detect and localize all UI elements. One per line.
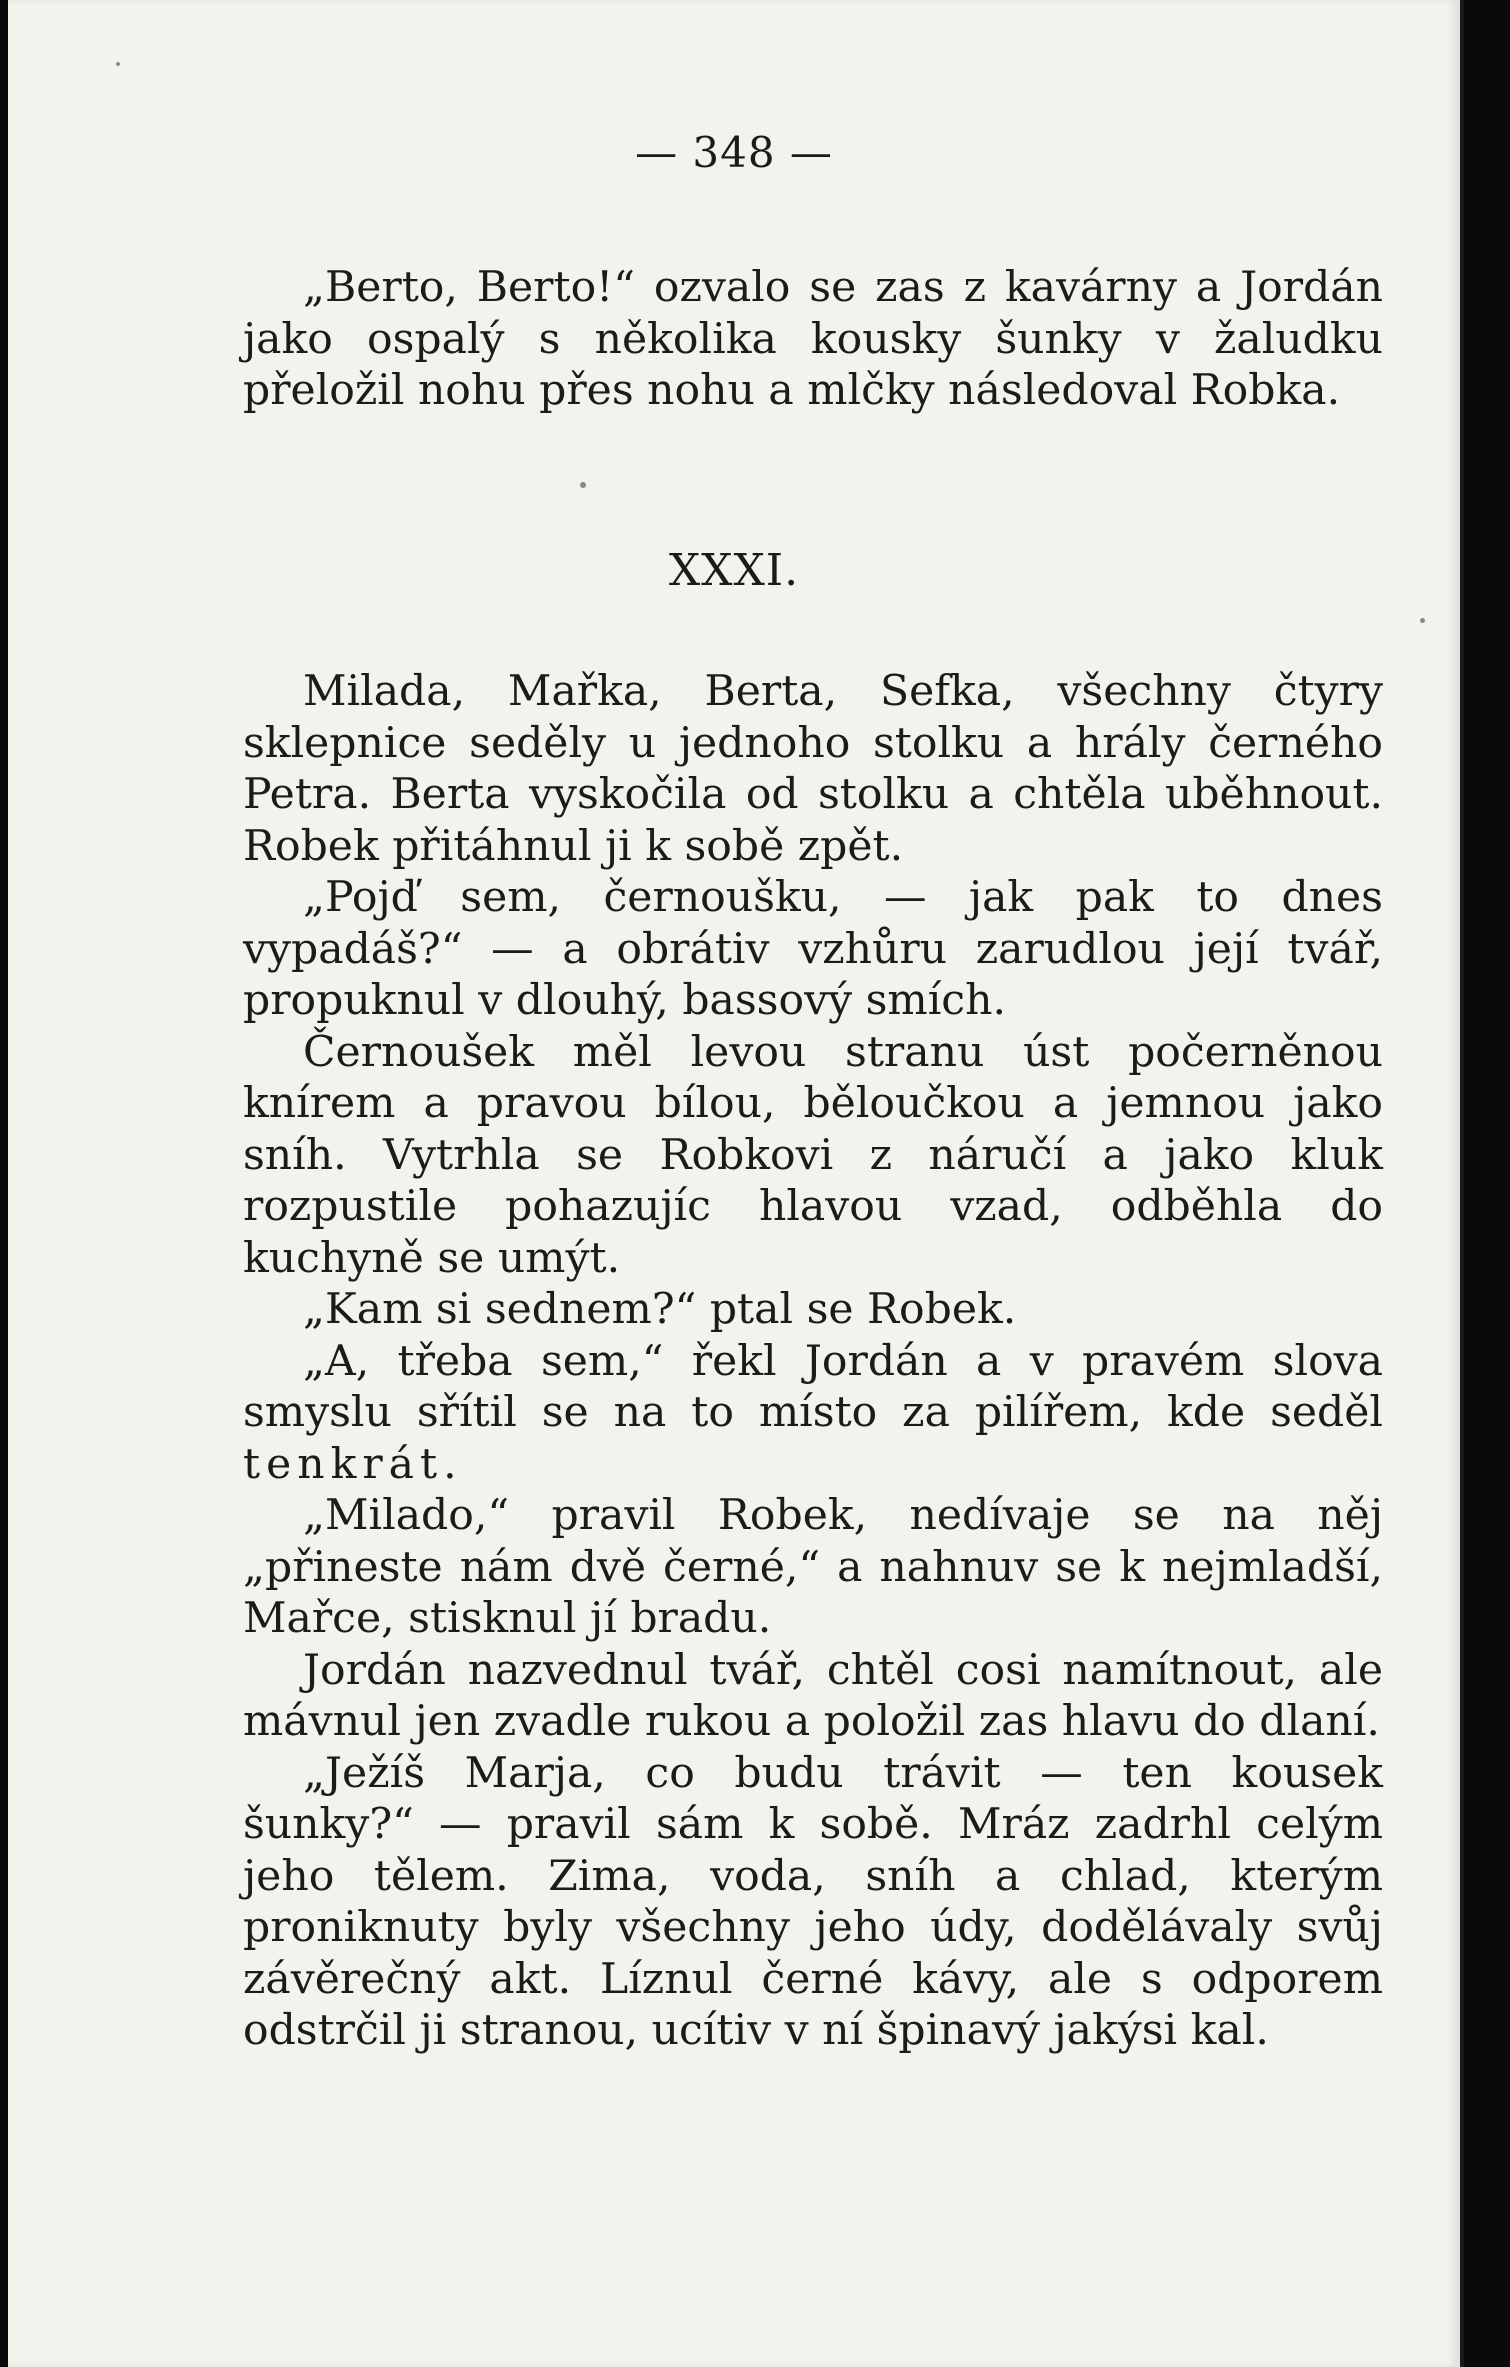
chapter-text-block — [243, 666, 1383, 2057]
paragraph-7: Jordán nazvednul tvář, chtěl cosi namítnout, ale mávnul jen zvadle rukou a položil zas hlavu do dlaní. — [243, 1645, 1383, 1746]
book-page — [8, 0, 1460, 2367]
paragraph-2: „Pojď sem, černoušku, — jak pak to dnes vypadáš?“ — a obrátiv vzhůru zarudlou její tvář, propuknul v dlouhý, bassový smích. — [243, 873, 1383, 1025]
intro-text-block — [243, 262, 1383, 417]
page-number: — 348 — — [635, 128, 833, 177]
paragraph-3: Černoušek měl levou stranu úst počerněnou knírem a pravou bílou, běloučkou a jemnou jako sníh. Vytrhla se Robkovi z náručí a jako kluk rozpustile pohazujíc hlavou vzad, odběhla do kuchyně se umýt. — [243, 1027, 1383, 1283]
page-edge — [1460, 0, 1464, 2367]
paper-speck — [116, 62, 120, 66]
paragraph-5 — [243, 1336, 1383, 1491]
paragraph-8: „Ježíš Marja, co budu trávit — ten kousek šunky?“ — pravil sám k sobě. Mráz zadrhl celým jeho tělem. Zima, voda, sníh a chlad, kterým proniknuty byly všechny jeho údy, dodělávaly svůj závěrečný akt. Líznul černé kávy, ale s odporem odstrčil ji stranou, ucítiv v ní špinavý jakýsi kal. — [243, 1748, 1383, 2055]
spaced-word: tenkrát. — [243, 1439, 463, 1489]
paragraph-6: „Milado,“ pravil Robek, nedívaje se na něj „přineste nám dvě černé,“ a nahnuv se k nejmladší, Mařce, stisknul jí bradu. — [243, 1491, 1383, 1643]
paragraph-5-text: „A, třeba sem,“ řekl Jordán a v pravém slova smyslu sřítil se na to místo za pilířem, kde seděl — [243, 1336, 1383, 1437]
paper-speck — [1420, 618, 1425, 623]
intro-paragraph: „Berto, Berto!“ ozvalo se zas z kavárny a Jordán jako ospalý s několika kousky šunky v žaludku přeložil nohu přes nohu a mlčky následoval Robka. — [243, 263, 1383, 415]
chapter-title: XXXI. — [668, 545, 800, 596]
paragraph-1: Milada, Mařka, Berta, Sefka, všechny čtyry sklepnice seděly u jednoho stolku a hrály černého Petra. Berta vyskočila od stolku a chtěla uběhnout. Robek přitáhnul ji k sobě zpět. — [243, 667, 1383, 871]
paper-speck — [580, 482, 586, 488]
paragraph-4: „Kam si sednem?“ ptal se Robek. — [303, 1285, 1017, 1334]
